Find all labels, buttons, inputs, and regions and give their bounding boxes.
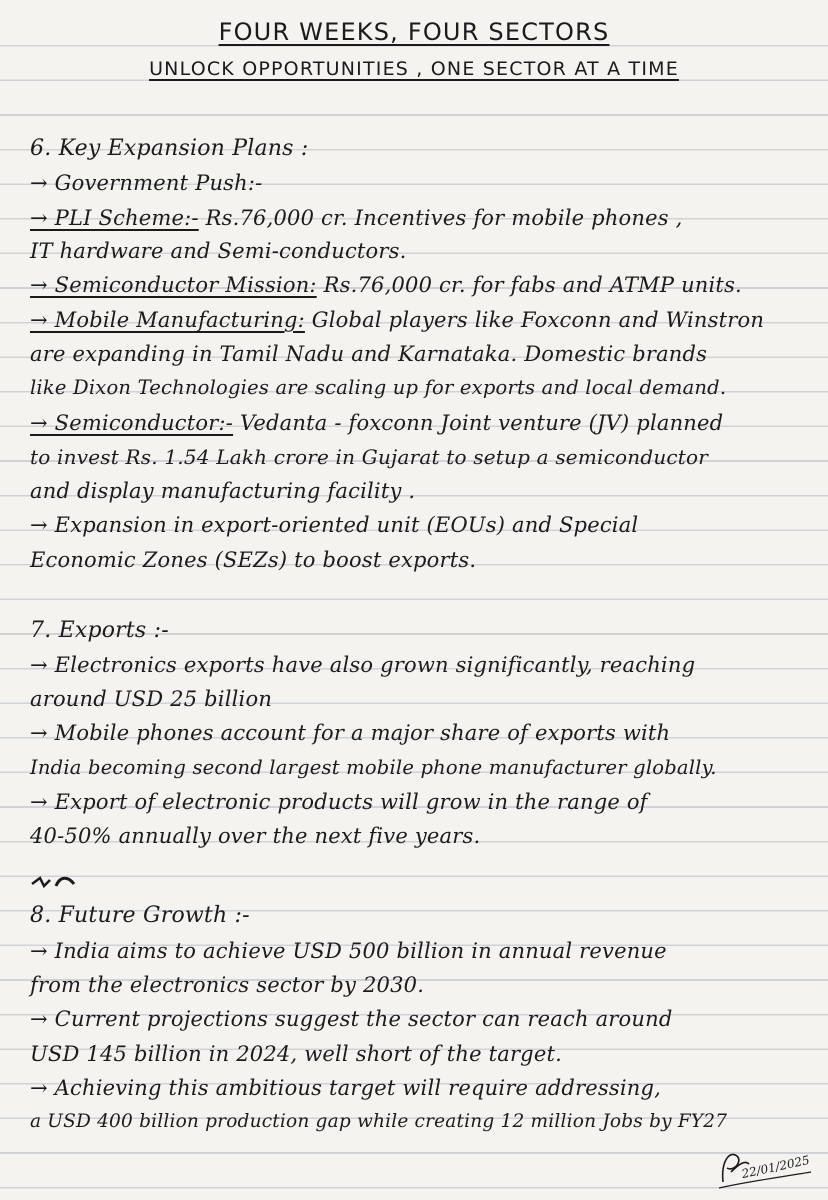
semi-line-2: to invest Rs. 1.54 Lakh crore in Gujarat to setup a semiconductor	[30, 445, 709, 469]
ink-smudge	[30, 872, 80, 897]
semi-mission-label: → Semiconductor Mission:	[30, 273, 317, 297]
semi-label: → Semiconductor:-	[30, 411, 234, 435]
mobile-label: → Mobile Manufacturing:	[30, 308, 305, 332]
growth-line-2: from the electronics sector by 2030.	[30, 973, 425, 997]
semi-line-3: and display manufacturing facility .	[30, 479, 416, 503]
exports-line-1: → Electronics exports have also grown significantly, reaching	[30, 653, 696, 677]
exports-line-4: India becoming second largest mobile phone manufacturer globally.	[30, 756, 717, 779]
pli-text: Rs.76,000 cr. Incentives for mobile phones ,	[205, 206, 683, 230]
semi-mission-text: Rs.76,000 cr. for fabs and ATMP units.	[323, 273, 742, 297]
smudge-icon	[30, 872, 80, 892]
exports-line-2: around USD 25 billion	[30, 687, 273, 711]
section-8-heading: 8. Future Growth :-	[30, 903, 250, 928]
growth-line-3: → Current projections suggest the sector can reach around	[30, 1007, 673, 1031]
pli-line	[30, 205, 682, 231]
semi-line	[30, 410, 723, 436]
mobile-text: Global players like Foxconn and Winstron	[311, 308, 765, 332]
eou-line-2: Economic Zones (SEZs) to boost exports.	[30, 548, 477, 572]
mobile-line-3: like Dixon Technologies are scaling up for exports and local demand.	[30, 376, 727, 399]
signature	[715, 1142, 815, 1192]
signature-date: 22/01/2025	[740, 1152, 811, 1182]
eou-line: → Expansion in export-oriented unit (EOUs) and Special	[30, 513, 639, 537]
semi-mission-line	[30, 272, 742, 298]
pli-line-2: IT hardware and Semi-conductors.	[30, 239, 407, 263]
growth-line-4: USD 145 billion in 2024, well short of the target.	[30, 1042, 562, 1066]
growth-line-1: → India aims to achieve USD 500 billion in annual revenue	[30, 939, 667, 963]
growth-line-5: → Achieving this ambitious target will require addressing,	[30, 1076, 662, 1100]
semi-text: Vedanta - foxconn Joint venture (JV) planned	[239, 411, 724, 435]
exports-line-6: 40-50% annually over the next five years.	[30, 824, 481, 848]
exports-line-5: → Export of electronic products will grow in the range of	[30, 790, 648, 814]
mobile-line-2: are expanding in Tamil Nadu and Karnataka. Domestic brands	[30, 342, 708, 366]
section-7-heading: 7. Exports :-	[30, 618, 169, 643]
gov-push-line: → Government Push:-	[30, 171, 263, 195]
section-6-heading: 6. Key Expansion Plans :	[30, 136, 309, 161]
page-title: FOUR WEEKS, FOUR SECTORS	[218, 18, 610, 46]
mobile-line	[30, 307, 764, 333]
page-subtitle: UNLOCK OPPORTUNITIES , ONE SECTOR AT A TIME	[149, 58, 679, 80]
growth-line-6: a USD 400 billion production gap while creating 12 million Jobs by FY27	[30, 1111, 728, 1132]
exports-line-3: → Mobile phones account for a major share of exports with	[30, 721, 671, 745]
pli-label: → PLI Scheme:-	[30, 206, 199, 230]
